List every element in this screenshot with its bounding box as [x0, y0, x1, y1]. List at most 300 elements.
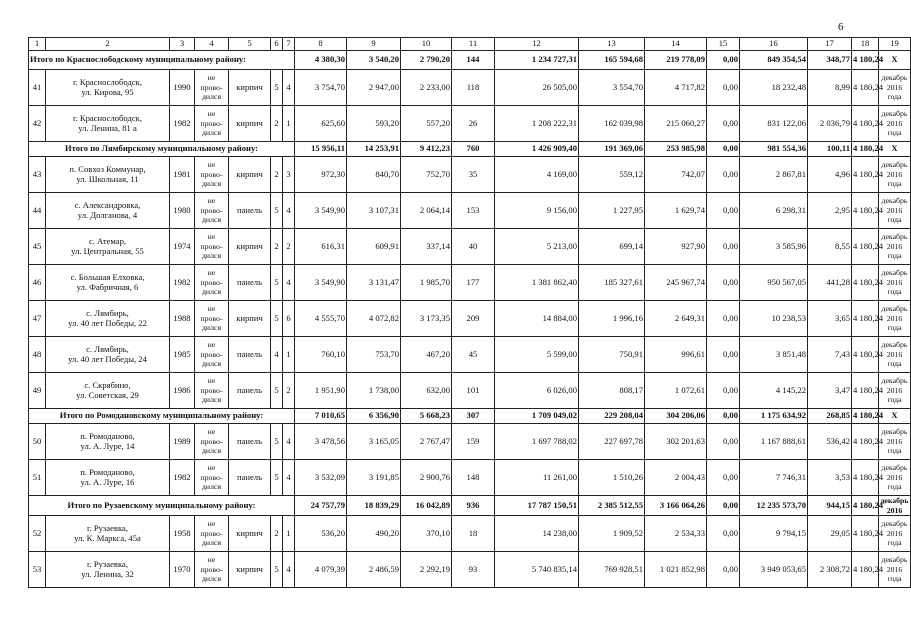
value-cell: 760,10: [295, 337, 347, 373]
value-cell: 632,00: [401, 373, 452, 409]
last-repair-text: прово-: [200, 472, 223, 482]
building-row: [29, 70, 911, 106]
district-total-label: Итого по Краснослободскому муниципальному району:: [29, 51, 295, 70]
value-cell: 148: [452, 460, 495, 496]
value-cell: 4 180,24: [852, 516, 879, 552]
value-cell: 4 180,24: [852, 424, 879, 460]
completion-term-cell: [879, 106, 911, 142]
value-cell: 467,20: [401, 337, 452, 373]
column-number: 10: [401, 38, 452, 51]
completion-term-text: декабрь: [881, 109, 908, 119]
completion-term-text: декабрь: [881, 340, 908, 350]
district-total-value: 253 985,98: [645, 142, 707, 157]
value-cell: 808,17: [579, 373, 645, 409]
completion-term-cell: [879, 552, 911, 588]
value-cell: 1 985,70: [401, 265, 452, 301]
value-cell: 3 754,70: [295, 70, 347, 106]
address-cell: [46, 424, 170, 460]
address-locality: с. Скрябино,: [84, 379, 131, 390]
completion-term-text: 2016: [886, 82, 903, 92]
year-built: 1982: [170, 106, 195, 142]
last-repair-text: дился: [201, 446, 222, 456]
district-total-value: 5 668,23: [401, 409, 452, 424]
wall-material: кирпич: [229, 516, 271, 552]
entrances-count: 6: [283, 301, 295, 337]
address-street: ул. Кирова, 95: [81, 86, 134, 97]
entrances-count: 4: [283, 265, 295, 301]
value-cell: 215 060,27: [645, 106, 707, 142]
last-repair-text: прово-: [200, 385, 223, 395]
last-repair-cell: [195, 193, 229, 229]
completion-term-text: 2016: [886, 349, 903, 359]
district-total-value: 3 540,20: [347, 51, 401, 70]
last-repair-cell: [195, 337, 229, 373]
completion-term-text: 2016: [886, 169, 903, 179]
value-cell: 7 746,31: [740, 460, 808, 496]
district-total-value: 0,00: [707, 51, 740, 70]
value-cell: 3 554,70: [579, 70, 645, 106]
value-cell: 2 004,43: [645, 460, 707, 496]
completion-term-text: года: [887, 287, 902, 297]
last-repair-cell: [195, 106, 229, 142]
value-cell: 3 851,48: [740, 337, 808, 373]
value-cell: 0,00: [707, 106, 740, 142]
value-cell: 227 697,78: [579, 424, 645, 460]
completion-term-cell: [879, 516, 911, 552]
floors-count: 5: [271, 552, 283, 588]
value-cell: 1 996,16: [579, 301, 645, 337]
address-street: ул. 40 лет Победы, 24: [68, 353, 147, 364]
value-cell: 1 208 222,31: [495, 106, 579, 142]
value-cell: 9 156,00: [495, 193, 579, 229]
district-total-value: 3 166 064,26: [645, 496, 707, 516]
value-cell: 35: [452, 157, 495, 193]
value-cell: 0,00: [707, 301, 740, 337]
floors-count: 2: [271, 229, 283, 265]
value-cell: 185 327,61: [579, 265, 645, 301]
last-repair-text: прово-: [200, 82, 223, 92]
district-total-value: X: [879, 409, 911, 424]
completion-term-text: декабрь: [881, 376, 908, 386]
address-street: ул. А. Луре, 14: [80, 440, 135, 451]
district-total-value: 0,00: [707, 409, 740, 424]
column-number: 11: [452, 38, 495, 51]
completion-term-cell: [879, 460, 911, 496]
value-cell: 1 167 888,61: [740, 424, 808, 460]
completion-term-text: 2016: [886, 118, 903, 128]
value-cell: 2 534,33: [645, 516, 707, 552]
column-number: 17: [808, 38, 852, 51]
value-cell: 14 884,00: [495, 301, 579, 337]
entrances-count: 1: [283, 337, 295, 373]
value-cell: 4 145,22: [740, 373, 808, 409]
completion-term-text: года: [887, 574, 902, 584]
value-cell: 26 505,00: [495, 70, 579, 106]
value-cell: 831 122,06: [740, 106, 808, 142]
last-repair-text: дился: [201, 215, 222, 225]
wall-material: панель: [229, 193, 271, 229]
last-repair-text: не: [207, 268, 216, 278]
completion-term-text: года: [887, 538, 902, 548]
last-repair-text: прово-: [200, 436, 223, 446]
district-total-value: 6 356,90: [347, 409, 401, 424]
column-number: 6: [271, 38, 283, 51]
district-total-value: 191 369,06: [579, 142, 645, 157]
address-locality: с. Александровка,: [74, 199, 141, 210]
value-cell: 616,31: [295, 229, 347, 265]
value-cell: 2 867,81: [740, 157, 808, 193]
value-cell: 245 967,74: [645, 265, 707, 301]
value-cell: 3 173,35: [401, 301, 452, 337]
completion-term-text: декабрь: [881, 555, 908, 565]
value-cell: 4 180,24: [852, 265, 879, 301]
last-repair-text: дился: [201, 287, 222, 297]
district-total-value: 4 380,30: [295, 51, 347, 70]
wall-material: панель: [229, 460, 271, 496]
value-cell: 3 191,85: [347, 460, 401, 496]
building-row: [29, 265, 911, 301]
value-cell: 536,20: [295, 516, 347, 552]
district-total-label: Итого по Лямбирскому муниципальному району:: [29, 142, 295, 157]
address-locality: с. Большая Елховка,: [70, 271, 145, 282]
value-cell: 1 909,52: [579, 516, 645, 552]
value-cell: 752,70: [401, 157, 452, 193]
district-total-row: [29, 409, 911, 424]
completion-term-text: года: [887, 482, 902, 492]
wall-material: панель: [229, 337, 271, 373]
value-cell: 1 629,74: [645, 193, 707, 229]
wall-material: кирпич: [229, 70, 271, 106]
value-cell: 5 740 835,14: [495, 552, 579, 588]
address-locality: г. Краснослободск,: [73, 76, 142, 87]
entrances-count: 2: [283, 229, 295, 265]
district-total-row: [29, 51, 911, 70]
completion-term-cell: [879, 373, 911, 409]
last-repair-text: прово-: [200, 349, 223, 359]
entrances-count: 2: [283, 373, 295, 409]
value-cell: 840,70: [347, 157, 401, 193]
row-number: 44: [29, 193, 46, 229]
value-cell: 742,07: [645, 157, 707, 193]
column-number: 13: [579, 38, 645, 51]
row-number: 41: [29, 70, 46, 106]
building-row: [29, 301, 911, 337]
value-cell: 8,99: [808, 70, 852, 106]
building-row: [29, 460, 911, 496]
column-number: 15: [707, 38, 740, 51]
value-cell: 559,12: [579, 157, 645, 193]
district-total-value: 304 206,06: [645, 409, 707, 424]
value-cell: 4,96: [808, 157, 852, 193]
address-cell: [46, 516, 170, 552]
value-cell: 9 794,15: [740, 516, 808, 552]
last-repair-text: прово-: [200, 528, 223, 538]
completion-term-text: 2016: [886, 277, 903, 287]
row-number: 42: [29, 106, 46, 142]
floors-count: 5: [271, 373, 283, 409]
value-cell: 2 292,19: [401, 552, 452, 588]
value-cell: 1 951,90: [295, 373, 347, 409]
last-repair-text: прово-: [200, 118, 223, 128]
last-repair-text: не: [207, 555, 216, 565]
district-total-value: X: [879, 142, 911, 157]
wall-material: панель: [229, 373, 271, 409]
address-locality: с. Лямбирь,: [86, 307, 129, 318]
completion-term-text: 2016: [886, 385, 903, 395]
address-cell: [46, 157, 170, 193]
value-cell: 26: [452, 106, 495, 142]
building-row: [29, 373, 911, 409]
building-row: [29, 106, 911, 142]
value-cell: 2 064,14: [401, 193, 452, 229]
completion-term-text: 2016: [886, 241, 903, 251]
address-street: ул. Центральная, 55: [71, 245, 144, 256]
last-repair-text: не: [207, 376, 216, 386]
last-repair-cell: [195, 424, 229, 460]
completion-term-text: года: [887, 92, 902, 102]
wall-material: панель: [229, 265, 271, 301]
value-cell: 3,53: [808, 460, 852, 496]
row-number: 49: [29, 373, 46, 409]
value-cell: 4 180,24: [852, 70, 879, 106]
building-row: [29, 337, 911, 373]
value-cell: 2 649,31: [645, 301, 707, 337]
page-number: 6: [838, 21, 844, 33]
year-built: 1985: [170, 337, 195, 373]
value-cell: 3 549,90: [295, 193, 347, 229]
last-repair-text: не: [207, 109, 216, 119]
value-cell: 0,00: [707, 516, 740, 552]
wall-material: кирпич: [229, 157, 271, 193]
district-total-value: 15 956,11: [295, 142, 347, 157]
completion-term-text: 2016: [886, 564, 903, 574]
row-number: 50: [29, 424, 46, 460]
entrances-count: 1: [283, 106, 295, 142]
completion-term-text: декабрь: [881, 196, 908, 206]
year-built: 1982: [170, 265, 195, 301]
year-built: 1981: [170, 157, 195, 193]
completion-term-cell: [879, 424, 911, 460]
completion-term-cell: [879, 301, 911, 337]
year-built: 1988: [170, 301, 195, 337]
value-cell: 1 072,61: [645, 373, 707, 409]
last-repair-text: не: [207, 196, 216, 206]
year-built: 1989: [170, 424, 195, 460]
address-cell: [46, 460, 170, 496]
value-cell: 0,00: [707, 424, 740, 460]
completion-term-text: декабрь: [881, 304, 908, 314]
value-cell: 927,90: [645, 229, 707, 265]
district-total-value: 1 709 049,02: [495, 409, 579, 424]
value-cell: 0,00: [707, 157, 740, 193]
district-total-value: 165 594,68: [579, 51, 645, 70]
address-street: ул. Школьная, 11: [76, 173, 139, 184]
column-number: 4: [195, 38, 229, 51]
completion-term-text: 2016: [886, 313, 903, 323]
value-cell: 209: [452, 301, 495, 337]
last-repair-text: дился: [201, 482, 222, 492]
district-total-value: 9 412,23: [401, 142, 452, 157]
completion-term-text: декабрь: [881, 268, 908, 278]
value-cell: 0,00: [707, 70, 740, 106]
completion-term-cell: [879, 229, 911, 265]
value-cell: 0,00: [707, 229, 740, 265]
building-row: [29, 193, 911, 229]
last-repair-text: не: [207, 340, 216, 350]
value-cell: 101: [452, 373, 495, 409]
address-street: ул. К. Маркса, 45а: [74, 532, 141, 543]
value-cell: 6 298,31: [740, 193, 808, 229]
last-repair-text: дился: [201, 323, 222, 333]
completion-term-text: декабрь: [881, 160, 908, 170]
value-cell: 370,10: [401, 516, 452, 552]
district-total-value: 2 790,20: [401, 51, 452, 70]
completion-term-text: 2016: [886, 205, 903, 215]
value-cell: 972,30: [295, 157, 347, 193]
completion-term-text: года: [887, 359, 902, 369]
completion-term-text: декабрь: [881, 232, 908, 242]
address-locality: с. Атемар,: [88, 235, 127, 246]
column-number: 5: [229, 38, 271, 51]
last-repair-text: не: [207, 160, 216, 170]
value-cell: 609,91: [347, 229, 401, 265]
value-cell: 4 180,24: [852, 301, 879, 337]
address-street: ул. 40 лет Победы, 22: [68, 317, 147, 328]
district-total-value: 17 787 150,51: [495, 496, 579, 516]
last-repair-cell: [195, 229, 229, 265]
value-cell: 45: [452, 337, 495, 373]
value-cell: 4 180,24: [852, 552, 879, 588]
floors-count: 2: [271, 157, 283, 193]
row-number: 48: [29, 337, 46, 373]
completion-term-cell: [879, 337, 911, 373]
address-locality: г. Рузаевка,: [86, 523, 129, 534]
district-total-value: 0,00: [707, 496, 740, 516]
value-cell: 8,55: [808, 229, 852, 265]
last-repair-text: дился: [201, 179, 222, 189]
value-cell: 769 928,51: [579, 552, 645, 588]
column-number: 18: [852, 38, 879, 51]
value-cell: 4 180,24: [852, 337, 879, 373]
value-cell: 0,00: [707, 337, 740, 373]
value-cell: 625,60: [295, 106, 347, 142]
value-cell: 6 026,00: [495, 373, 579, 409]
entrances-count: 4: [283, 460, 295, 496]
value-cell: 2,95: [808, 193, 852, 229]
year-built: 1970: [170, 552, 195, 588]
address-street: ул. Фабричная, 6: [76, 281, 139, 292]
last-repair-text: дился: [201, 92, 222, 102]
row-number: 46: [29, 265, 46, 301]
address-street: ул. Ленина, 32: [81, 568, 134, 579]
district-total-value: 944,15: [808, 496, 852, 516]
value-cell: 1 697 788,02: [495, 424, 579, 460]
address-cell: [46, 70, 170, 106]
value-cell: 5 213,00: [495, 229, 579, 265]
value-cell: 4 180,24: [852, 229, 879, 265]
address-street: ул. А. Луре, 16: [80, 476, 135, 487]
value-cell: 93: [452, 552, 495, 588]
value-cell: 2 308,72: [808, 552, 852, 588]
last-repair-text: дился: [201, 359, 222, 369]
address-cell: [46, 552, 170, 588]
value-cell: 2 486,59: [347, 552, 401, 588]
district-total-value: 7 010,65: [295, 409, 347, 424]
value-cell: 1 738,00: [347, 373, 401, 409]
value-cell: 557,20: [401, 106, 452, 142]
completion-term-text: декабрь: [881, 427, 908, 437]
floors-count: 5: [271, 301, 283, 337]
district-total-value: 4 180,24: [852, 409, 879, 424]
last-repair-text: дился: [201, 128, 222, 138]
entrances-count: 4: [283, 552, 295, 588]
district-total-value: 100,11: [808, 142, 852, 157]
row-number: 51: [29, 460, 46, 496]
floors-count: 5: [271, 460, 283, 496]
address-locality: с. Лямбирь,: [86, 343, 129, 354]
last-repair-cell: [195, 552, 229, 588]
district-total-value: 12 235 573,70: [740, 496, 808, 516]
district-total-value: 144: [452, 51, 495, 70]
column-number: 8: [295, 38, 347, 51]
address-cell: [46, 265, 170, 301]
district-total-value: 229 208,04: [579, 409, 645, 424]
row-number: 45: [29, 229, 46, 265]
address-cell: [46, 373, 170, 409]
completion-term-text: 2016: [886, 436, 903, 446]
value-cell: 1 021 852,98: [645, 552, 707, 588]
district-total-row: [29, 496, 911, 516]
value-cell: 4 180,24: [852, 460, 879, 496]
last-repair-cell: [195, 516, 229, 552]
value-cell: 3,47: [808, 373, 852, 409]
last-repair-text: прово-: [200, 564, 223, 574]
district-total-value: 18 839,29: [347, 496, 401, 516]
district-total-value: 268,85: [808, 409, 852, 424]
value-cell: 4 180,24: [852, 193, 879, 229]
value-cell: 3 131,47: [347, 265, 401, 301]
address-street: ул. Советская, 29: [76, 389, 139, 400]
address-cell: [46, 193, 170, 229]
value-cell: 18 232,48: [740, 70, 808, 106]
value-cell: 1 510,26: [579, 460, 645, 496]
completion-term-cell: [879, 157, 911, 193]
last-repair-text: не: [207, 304, 216, 314]
value-cell: 10 238,53: [740, 301, 808, 337]
value-cell: 153: [452, 193, 495, 229]
entrances-count: 4: [283, 424, 295, 460]
address-locality: г. Краснослободск,: [73, 112, 142, 123]
last-repair-text: прово-: [200, 313, 223, 323]
value-cell: 4 717,82: [645, 70, 707, 106]
year-built: 1980: [170, 193, 195, 229]
completion-term-text: года: [887, 215, 902, 225]
value-cell: 7,43: [808, 337, 852, 373]
address-cell: [46, 301, 170, 337]
value-cell: 40: [452, 229, 495, 265]
completion-term-text: года: [887, 251, 902, 261]
district-total-value: 4 180,24: [852, 496, 879, 516]
completion-term-text: 2016: [886, 528, 903, 538]
address-cell: [46, 106, 170, 142]
completion-term-cell: [879, 70, 911, 106]
wall-material: кирпич: [229, 106, 271, 142]
completion-term-text: декабрь: [881, 519, 908, 529]
district-total-value: 849 354,54: [740, 51, 808, 70]
last-repair-text: не: [207, 427, 216, 437]
value-cell: 3 949 053,65: [740, 552, 808, 588]
building-row: [29, 229, 911, 265]
